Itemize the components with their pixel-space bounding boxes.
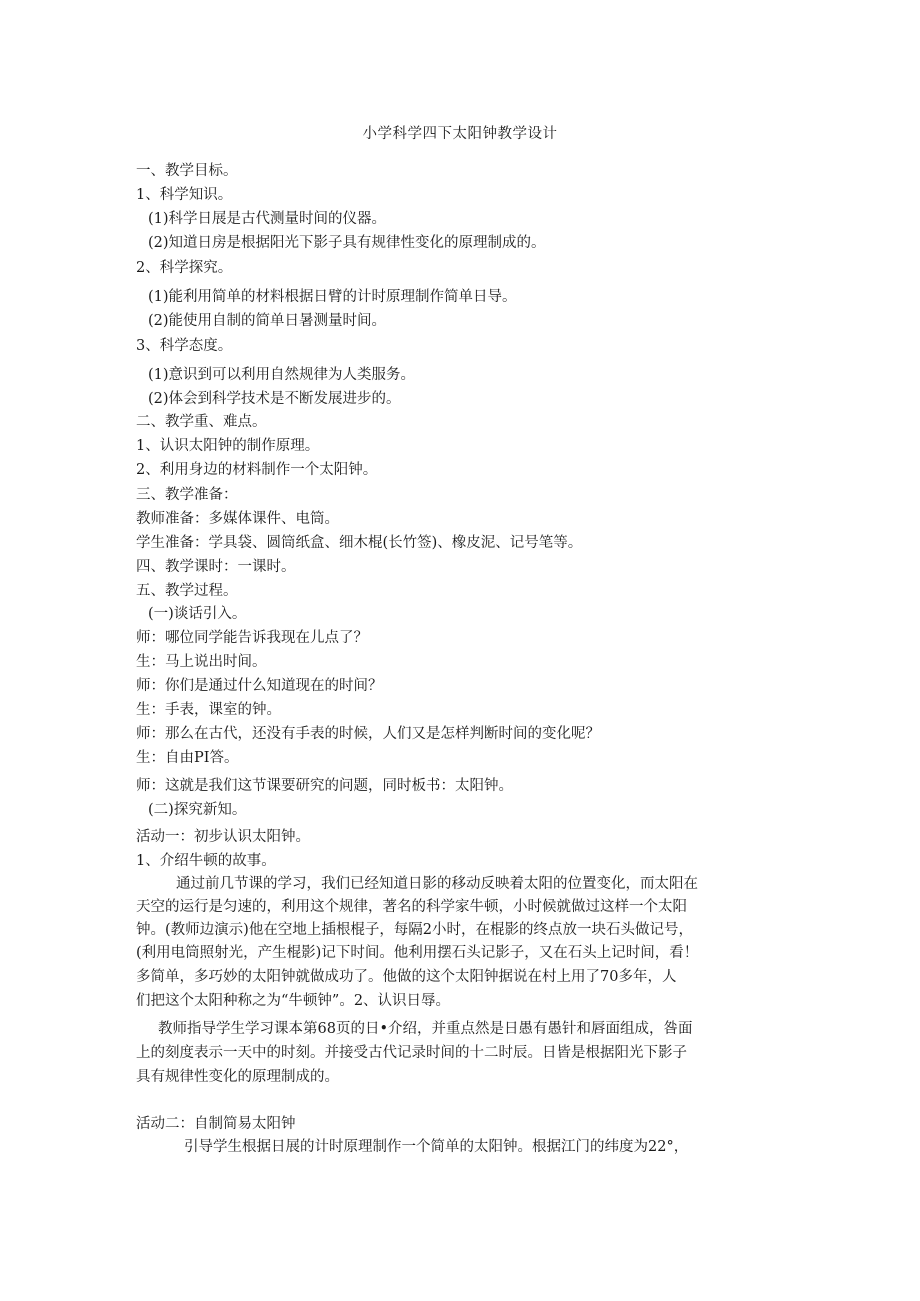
paragraph-line: (利用电筒照射光，产生棍影)记下时间。他利用摆石头记影子，又在石头上记时间，看！ bbox=[136, 945, 699, 961]
subsection-introduction: (一)谈话引入。 bbox=[148, 606, 247, 622]
paragraph-line: 多简单，多巧妙的太阳钟就做成功了。他做的这个太阳钟据说在村上用了70多年，人 bbox=[136, 969, 677, 985]
student-preparation: 学生准备：学具袋、圆筒纸盒、细木棍(长竹签)、橡皮泥、记号笔等。 bbox=[136, 535, 583, 551]
paragraph-line: 引导学生根据日展的计时原理制作一个简单的太阳钟。根据江门的纬度为22°， bbox=[184, 1139, 689, 1155]
section-heading-key-points: 二、教学重、难点。 bbox=[136, 414, 267, 430]
activity-one-heading: 活动一：初步认识太阳钟。 bbox=[136, 829, 310, 845]
dialogue-line: 生：马上说出时间。 bbox=[136, 654, 267, 670]
paragraph-line: 天空的运行是匀速的，利用这个规律，著名的科学家牛顿，小时候就做过这样一个太阳 bbox=[136, 899, 687, 915]
list-item: 1、认识太阳钟的制作原理。 bbox=[136, 438, 320, 454]
paragraph-line: 们把这个太阳种称之为“牛顿钟”。2、认识日辱。 bbox=[136, 993, 451, 1009]
dialogue-line: 师：那么在古代，还没有手表的时候，人们又是怎样判断时间的变化呢？ bbox=[136, 726, 600, 742]
section-heading-process: 五、教学过程。 bbox=[136, 583, 238, 599]
section-heading-goals: 一、教学目标。 bbox=[136, 163, 238, 179]
list-item: (2)体会到科学技术是不断发展进步的。 bbox=[148, 391, 401, 407]
subsection-attitude: 3、科学态度。 bbox=[136, 338, 233, 354]
dialogue-line: 生：手表，课室的钟。 bbox=[136, 702, 281, 718]
paragraph-line: 通过前几节课的学习，我们已经知道日影的移动反映着太阳的位置变化，而太阳在 bbox=[176, 876, 698, 892]
list-item: (1)科学日展是古代测量时间的仪器。 bbox=[148, 211, 387, 227]
dialogue-line: 生：自由PI答。 bbox=[136, 750, 239, 766]
dialogue-line: 师：这就是我们这节课要研究的问题，同时板书：太阳钟。 bbox=[136, 778, 513, 794]
paragraph-line: 教师指导学生学习课本第68页的日•介绍，并重点然是日愚有愚针和唇面组成，咎面 bbox=[158, 1021, 693, 1037]
subsection-knowledge: 1、科学知识。 bbox=[136, 187, 233, 203]
document-title: 小学科学四下太阳钟教学设计 bbox=[362, 126, 558, 142]
dialogue-line: 师：你们是通过什么知道现在的时间？ bbox=[136, 678, 383, 694]
subsection-new-knowledge: (二)探究新知。 bbox=[148, 802, 247, 818]
list-item: (2)知道日房是根据阳光下影子具有规律性变化的原理制成的。 bbox=[148, 235, 546, 251]
list-item: (2)能使用自制的简单日暑测量时间。 bbox=[148, 313, 387, 329]
teacher-preparation: 教师准备：多媒体课件、电筒。 bbox=[136, 511, 339, 527]
dialogue-line: 师：哪位同学能告诉我现在儿点了？ bbox=[136, 630, 368, 646]
paragraph-line: 具有规律性变化的原理制成的。 bbox=[136, 1069, 339, 1085]
paragraph-line: 上的刻度表示一天中的时刻。并接受古代记录时间的十二时辰。日皆是根据阳光下影子 bbox=[136, 1045, 687, 1061]
list-item: (1)能利用简单的材料根据日臂的计时原理制作简单日导。 bbox=[148, 289, 517, 305]
list-item: 2、利用身边的材料制作一个太阳钟。 bbox=[136, 462, 378, 478]
paragraph-line: 钟。(教师边演示)他在空地上插根棍子，每隔2小时，在棍影的终点放一块石头做记号， bbox=[136, 922, 694, 938]
list-item: 1、介绍牛顿的故事。 bbox=[136, 853, 276, 869]
section-heading-periods: 四、教学课时：一课时。 bbox=[136, 559, 296, 575]
subsection-inquiry: 2、科学探究。 bbox=[136, 260, 233, 276]
list-item: (1)意识到可以利用自然规律为人类服务。 bbox=[148, 367, 416, 383]
activity-two-heading: 活动二：自制简易太阳钟 bbox=[136, 1116, 296, 1132]
section-heading-preparation: 三、教学准备： bbox=[136, 487, 238, 503]
